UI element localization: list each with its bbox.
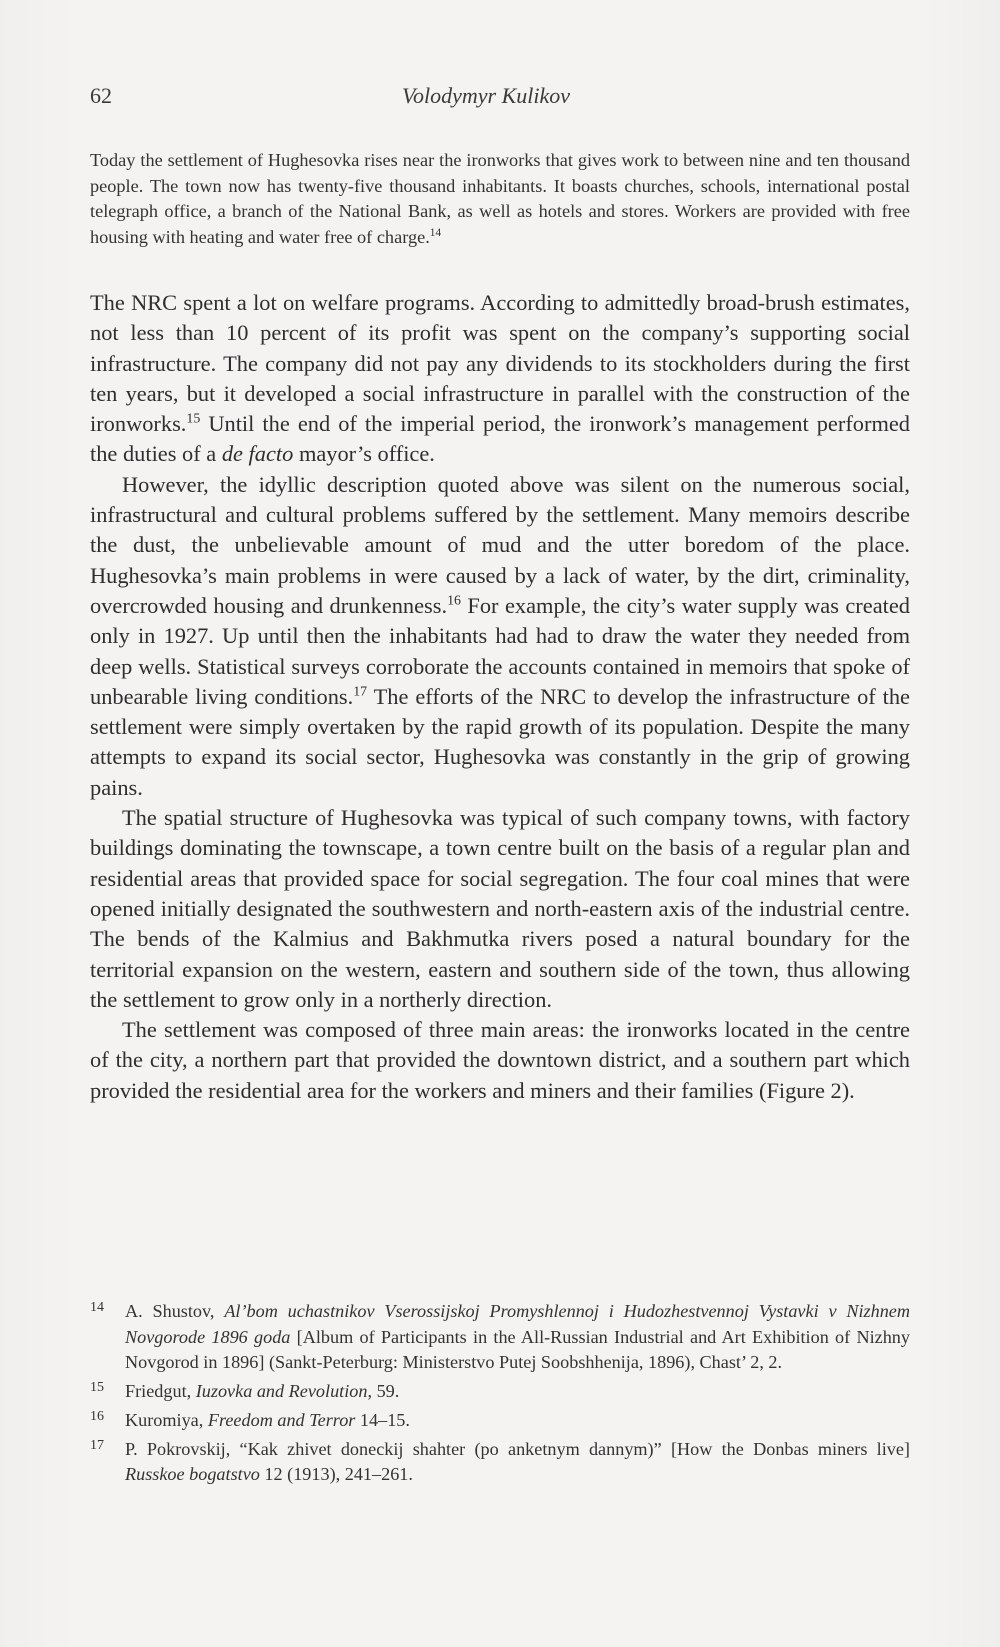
paragraph-text: For example, the city’s water supply was created only in 1927. Up until then the inhabitants had had to draw the water they needed from deep wells. Statistical surveys corroborate the accounts contained in memoirs that spoke of unbearable living conditions. bbox=[90, 592, 910, 709]
italic-term: de facto bbox=[221, 441, 294, 467]
footnote-title: Russkoe bogatstvo bbox=[125, 1464, 260, 1485]
footnote-14 bbox=[90, 1299, 910, 1376]
footnote-ref-14: 14 bbox=[429, 226, 442, 239]
block-quote bbox=[90, 148, 910, 250]
paragraph-problems bbox=[90, 470, 910, 803]
footnotes bbox=[90, 1299, 910, 1491]
footnote-text: Kuromiya, bbox=[125, 1409, 208, 1430]
footnote-number: 16 bbox=[90, 1408, 104, 1424]
footnote-text: 14–15. bbox=[355, 1409, 410, 1430]
footnote-text: 12 (1913), 241–261. bbox=[259, 1464, 413, 1485]
footnote-number: 15 bbox=[90, 1380, 104, 1396]
footnote-number: 14 bbox=[90, 1300, 104, 1315]
paragraph-text: However, the idyllic description quoted above was silent on the numerous social, infrastructural and cultural problems suffered by the settlement. Many memoirs describe the dust, the unbelievable amount of mud and the utter boredom of the place. Hughesovka’s main problems in were caused by a lack of water, by the dirt, criminality, overcrowded housing and drunkenness. bbox=[90, 471, 910, 618]
footnote-text: , 59. bbox=[367, 1381, 400, 1402]
paragraph-text: The NRC spent a lot on welfare programs. According to admittedly broad-brush estimates, not less than 10 percent of its profit was spent on the company’s supporting social infrastructure. The company did not pay any dividends to its stockholders during the first ten years, but it developed a social infrastructure in parallel with the construction of the ironworks. bbox=[90, 290, 910, 437]
footnote-17 bbox=[90, 1437, 910, 1488]
paragraph-text: mayor’s office. bbox=[293, 441, 435, 467]
footnote-15 bbox=[90, 1379, 910, 1405]
footnote-text: Friedgut, bbox=[125, 1381, 196, 1402]
paragraph-text: The efforts of the NRC to develop the infrastructure of the settlement were simply overtaken by the rapid growth of its population. Despite the many attempts to expand its social sector, Hughesovka was constantly in the grip of growing pains. bbox=[90, 683, 910, 800]
running-head-author: Volodymyr Kulikov bbox=[402, 83, 571, 108]
footnote-title: Iuzovka and Revolution bbox=[195, 1381, 368, 1402]
body-text bbox=[90, 288, 910, 1106]
footnote-title: Al’bom uchastnikov Vserossijskoj Promyshlennoj i Hudozhestvennoj Vystavki v Nizhnem Novgorode 1896 goda bbox=[125, 1301, 910, 1347]
page-header bbox=[90, 83, 910, 115]
paragraph-welfare bbox=[90, 288, 910, 470]
footnote-number: 17 bbox=[90, 1437, 104, 1453]
footnote-16 bbox=[90, 1408, 910, 1434]
footnote-text: P. Pokrovskij, “Kak zhivet doneckij shahter (po anketnym dannym)” [How the Donbas miners live] bbox=[125, 1438, 910, 1459]
page-number: 62 bbox=[90, 83, 112, 108]
footnote-text: [Album of Participants in the All-Russian Industrial and Art Exhibition of Nizhny Novgorod in 1896] (Sankt-Peterburg: Ministerstvo Putej Soobshhenija, 1896), Chast’ 2, 2. bbox=[125, 1326, 910, 1373]
footnote-text: A. Shustov, bbox=[125, 1301, 225, 1321]
footnote-ref-16: 16 bbox=[447, 593, 461, 609]
block-quote-text: Today the settlement of Hughesovka rises near the ironworks that gives work to between nine and ten thousand people. The town now has twenty-five thousand inhabitants. It boasts churches, schools, international postal telegraph office, a branch of the National Bank, as well as hotels and stores. Workers are provided with free housing with heating and water free of charge. bbox=[90, 150, 910, 247]
paragraph-three-areas: The settlement was composed of three main areas: the ironworks located in the centre of the city, a northern part that provided the downtown district, and a southern part which provided the residential area for the workers and miners and their families (Figure 2). bbox=[90, 1017, 910, 1103]
footnote-ref-17: 17 bbox=[353, 684, 368, 700]
paragraph-spatial-structure: The spatial structure of Hughesovka was typical of such company towns, with factory buildings dominating the townscape, a town centre built on the basis of a regular plan and residential areas that provided space for social segregation. The four coal mines that were opened initially designated the southwestern and north-eastern axis of the industrial centre. The bends of the Kalmius and Bakhmutka rivers posed a natural boundary for the territorial expansion on the western, eastern and southern side of the town, thus allowing the settlement to grow only in a northerly direction. bbox=[90, 805, 910, 1012]
footnote-title: Freedom and Terror bbox=[207, 1409, 356, 1430]
paragraph-text: Until the end of the imperial period, the ironwork’s management performed the duties of a bbox=[90, 411, 910, 467]
footnote-ref-15: 15 bbox=[186, 411, 201, 427]
